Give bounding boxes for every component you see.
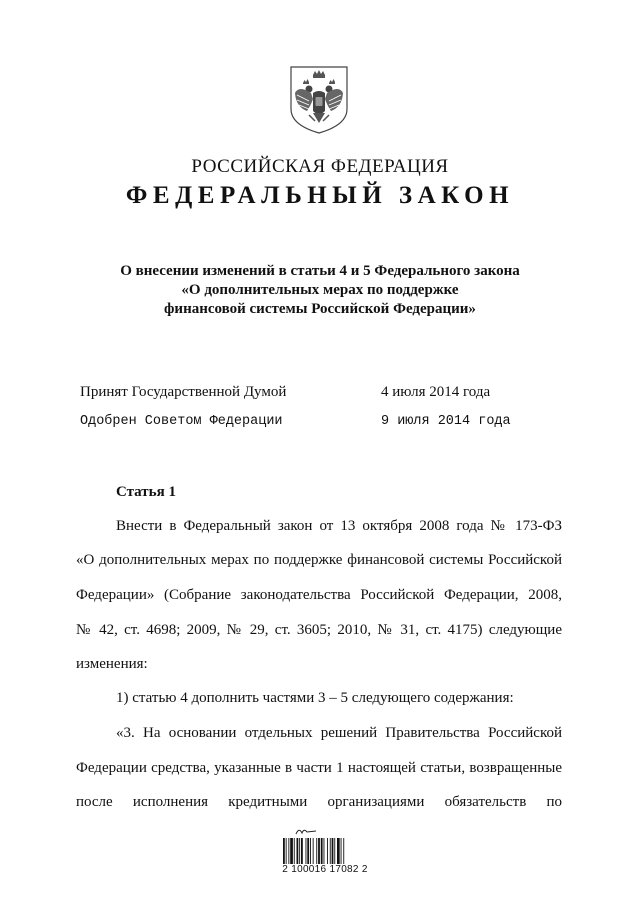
article-text-line: Внести в Федеральный закон от 13 октября 2008 года № 173-ФЗ <box>116 518 562 534</box>
barcode-bar <box>341 838 342 864</box>
barcode-number: 2 100016 17082 2 <box>282 864 368 875</box>
barcode-bar <box>343 838 344 864</box>
article-text-line: после исполнения кредитными организациями обязательств по <box>76 794 562 810</box>
article-text-line: «О дополнительных мерах по поддержке финансовой системы Российской <box>76 552 562 568</box>
council-approval-date: 9 июля 2014 года <box>381 414 511 429</box>
barcode-bar <box>286 838 287 864</box>
barcode-bar <box>337 838 340 864</box>
barcode-bar <box>334 838 335 864</box>
document-type: ФЕДЕРАЛЬНЫЙ ЗАКОН <box>125 182 515 209</box>
barcode-bar <box>318 838 320 864</box>
barcode-bar <box>307 838 309 864</box>
barcode-icon <box>283 838 365 864</box>
article-text-line: № 42, ст. 4698; 2009, № 29, ст. 3605; 2010, № 31, ст. 4175) следующие <box>76 622 562 638</box>
barcode-bar <box>299 838 300 864</box>
barcode-bar <box>290 838 293 864</box>
barcode-bar <box>297 838 299 864</box>
barcode-bar <box>294 838 295 864</box>
article-text-line: Федерации» (Собрание законодательства Российской Федерации, 2008, <box>76 587 562 603</box>
barcode-bar <box>301 838 303 864</box>
duma-adoption-date: 4 июля 2014 года <box>381 384 491 400</box>
duma-adoption-label: Принят Государственной Думой <box>80 384 287 400</box>
council-approval-label: Одобрен Советом Федерации <box>80 414 283 429</box>
article-text-line: 1) статью 4 дополнить частями 3 – 5 следующего содержания: <box>116 690 514 706</box>
barcode-bar <box>332 838 334 864</box>
law-title-line: «О дополнительных мерах по поддержке <box>181 282 459 298</box>
barcode-bar <box>327 838 328 864</box>
barcode-bar <box>310 838 311 864</box>
article-text-line: изменения: <box>76 656 148 672</box>
barcode-bar <box>316 838 317 864</box>
state-emblem-icon <box>287 63 351 135</box>
article-text-line: «3. На основании отдельных решений Правительства Российской <box>116 725 562 741</box>
article-text-line: Федерации средства, указанные в части 1 настоящей статьи, возвращенные <box>76 760 562 776</box>
barcode-bar <box>321 838 323 864</box>
law-title-line: финансовой системы Российской Федерации» <box>164 301 476 317</box>
barcode-bar <box>288 838 289 864</box>
law-title <box>0 262 640 319</box>
handwritten-mark-icon <box>295 826 317 836</box>
country-name: РОССИЙСКАЯ ФЕДЕРАЦИЯ <box>191 156 449 177</box>
law-title-line: О внесении изменений в статьи 4 и 5 Федерального закона <box>120 263 520 279</box>
barcode-bar <box>306 838 307 864</box>
barcode-bar <box>313 838 314 864</box>
barcode-bar <box>330 838 331 864</box>
barcode-bar <box>283 838 285 864</box>
barcode-bar <box>324 838 325 864</box>
article-heading: Статья 1 <box>116 484 176 500</box>
